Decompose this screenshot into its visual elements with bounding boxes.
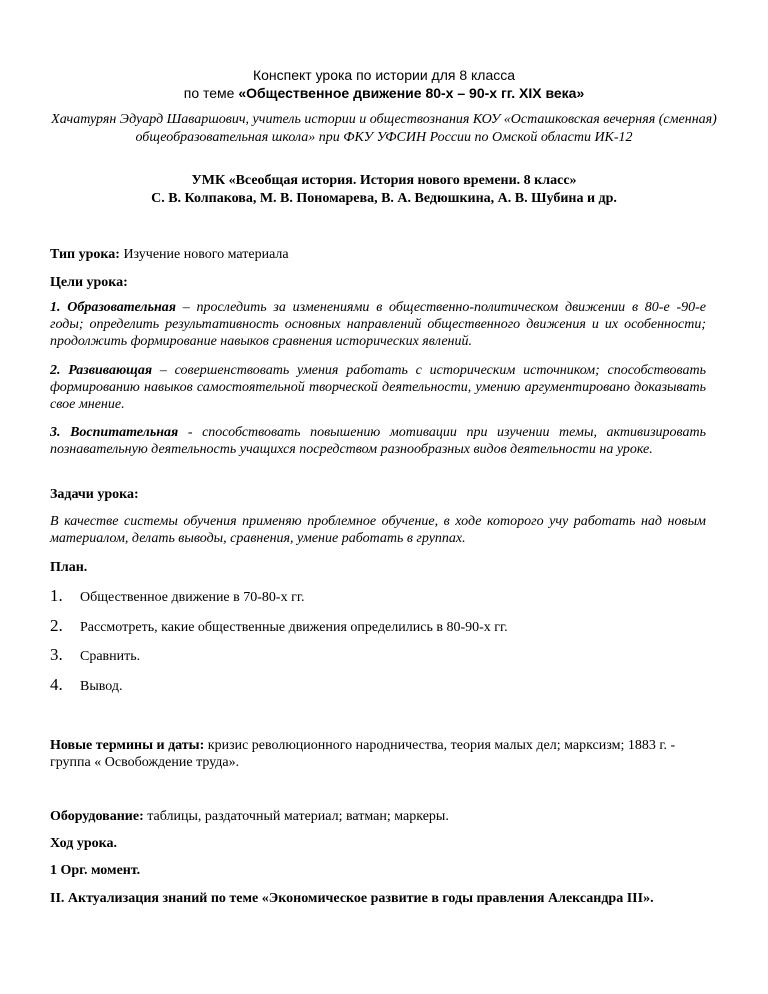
lesson-type-value: Изучение нового материала xyxy=(119,247,289,262)
tasks-heading xyxy=(50,486,706,503)
goals-heading xyxy=(50,274,706,291)
plan-item xyxy=(50,676,122,696)
goal-text: - способствовать повышению мотивации при изучении темы, активизировать познавательную деятельность учащихся посредством разнообразных видов деятельности на уроке. xyxy=(50,425,707,457)
plan-item-text: Общественное движение в 70-80-х гг. xyxy=(80,590,305,605)
author-info: Хачатурян Эдуард Шаваршович, учитель истории и обществознания КОУ «Осташковская вечерняя (сменная) общеобразовательная школа» при ФКУ УФСИН России по Омской области ИК-12 xyxy=(51,112,717,145)
plan-item-number: 3. xyxy=(50,645,63,664)
plan-item xyxy=(50,587,305,607)
document-title: Конспект урока по истории для 8 класса xyxy=(252,67,516,83)
plan-item-text: Сравнить. xyxy=(80,649,141,664)
plan-item xyxy=(50,646,140,666)
plan-item-text: Рассмотреть, какие общественные движения определились в 80-90-х гг. xyxy=(80,620,508,635)
topic-title: «Общественное движение 80-х – 90-х гг. XIX века» xyxy=(238,85,585,101)
course-step-1 xyxy=(50,862,706,879)
equipment-value: таблицы, раздаточный материал; ватман; маркеры. xyxy=(143,809,449,824)
goal-title: 3. Воспитательная xyxy=(50,425,179,440)
course-step-2 xyxy=(50,890,706,907)
goal-upbringing xyxy=(50,424,706,458)
goal-text: – совершенствовать умения работать с историческим источником; способствовать формированию навыков самостоятельной творческой деятельности, умению аргументировано доказывать свое мнение. xyxy=(50,363,706,412)
course-step-1-text: 1 Орг. момент. xyxy=(50,863,141,878)
course-heading xyxy=(50,835,706,852)
new-terms-value: кризис революционного народничества, теория малых дел; марксизм; 1883 г. - группа « Освобождение труда». xyxy=(50,738,676,770)
new-terms-label: Новые термины и даты: xyxy=(50,738,205,753)
umk-authors: С. В. Колпакова, М. В. Пономарева, В. А. Ведюшкина, А. В. Шубина и др. xyxy=(151,191,617,206)
goal-title: 1. Образовательная xyxy=(50,300,176,315)
tasks-heading-text: Задачи урока: xyxy=(50,487,139,502)
course-heading-text: Ход урока. xyxy=(50,836,117,851)
equipment-label: Оборудование: xyxy=(50,809,144,824)
plan-heading-text: План. xyxy=(50,560,88,575)
plan-item-number: 4. xyxy=(50,675,63,694)
document-topic xyxy=(0,84,768,102)
umk-title: УМК «Всеобщая история. История нового времени. 8 класс» xyxy=(191,173,577,188)
equipment xyxy=(50,808,706,825)
goal-text: – проследить за изменениями в общественно-политическом движении в 80-е -90-е годы; определить результативность основных направлений общественного движения и их особенности; продолжить формирование навыков сравнения исторических явлений. xyxy=(50,300,706,349)
plan-item-number: 2. xyxy=(50,616,63,635)
lesson-type xyxy=(50,246,706,263)
tasks-text: В качестве системы обучения применяю проблемное обучение, в ходе которого учу работать над новым материалом, делать выводы, сравнения, умение работать в группах. xyxy=(50,514,706,546)
lesson-type-label: Тип урока: xyxy=(50,247,120,262)
plan-item xyxy=(50,617,508,637)
plan-item-text: Вывод. xyxy=(80,679,123,694)
plan-heading xyxy=(50,559,706,576)
course-step-2-text: II. Актуализация знаний по теме «Экономическое развитие в годы правления Александра III». xyxy=(50,891,654,906)
plan-item-number: 1. xyxy=(50,586,63,605)
topic-prefix: по теме xyxy=(183,85,239,101)
goal-educational xyxy=(50,299,706,350)
goal-developing xyxy=(50,362,706,413)
goals-heading-text: Цели урока: xyxy=(50,275,128,290)
new-terms xyxy=(50,737,706,771)
goal-title: 2. Развивающая xyxy=(50,363,153,378)
